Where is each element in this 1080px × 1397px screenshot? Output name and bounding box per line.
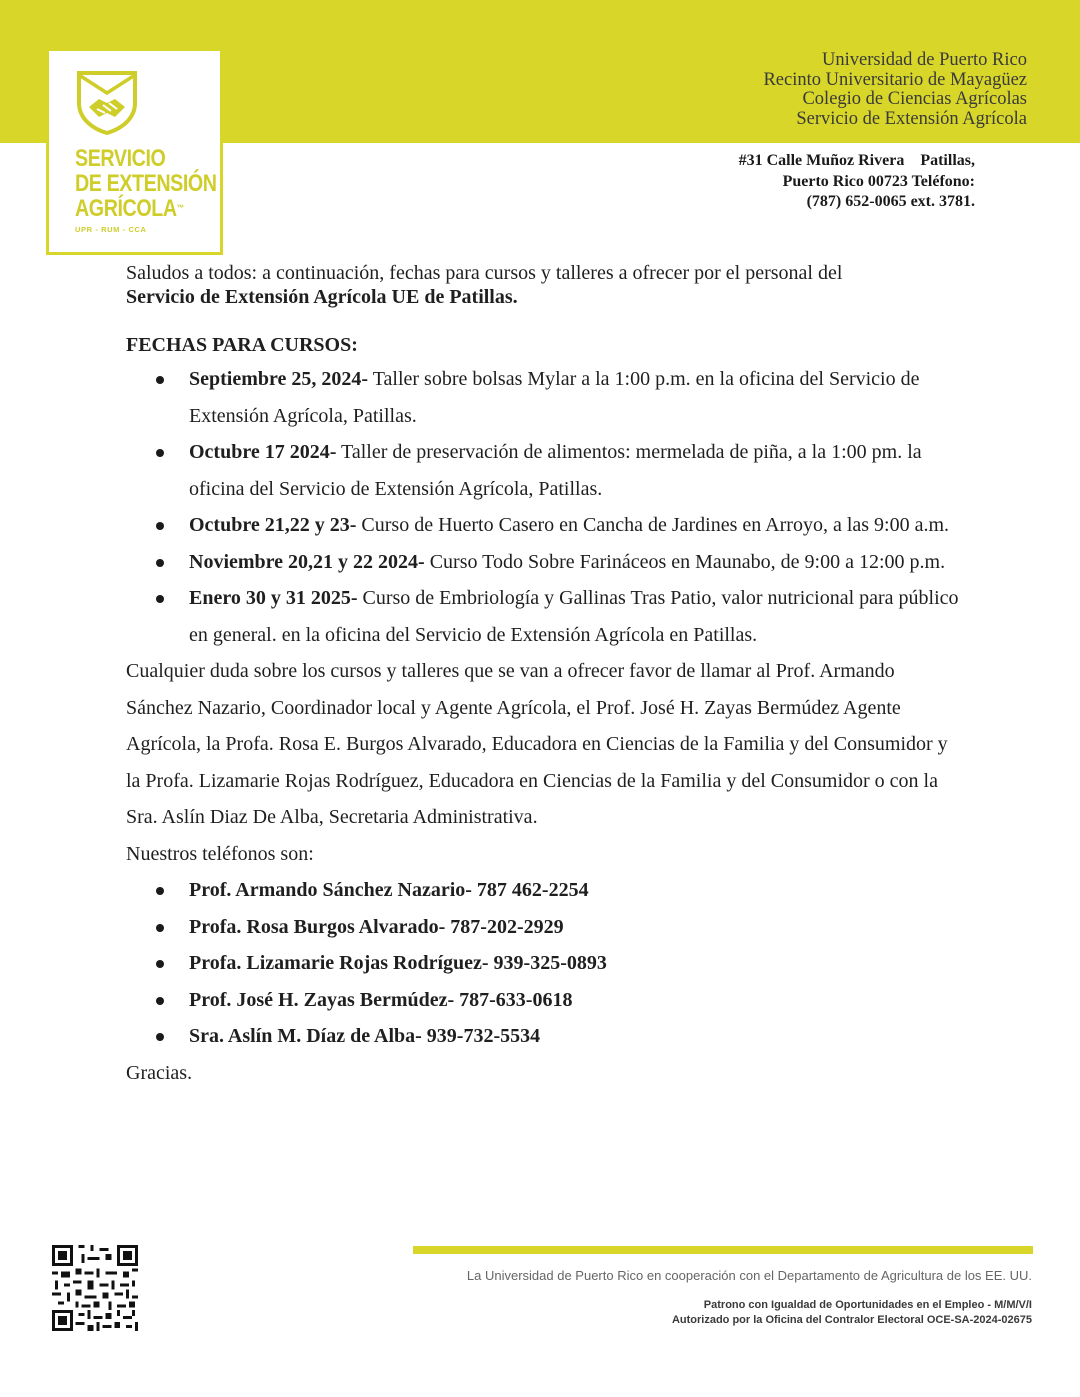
qr-code-icon: [52, 1245, 138, 1331]
institution-line: Universidad de Puerto Rico: [822, 50, 1027, 70]
course-date: Enero 30 y 31 2025-: [189, 587, 358, 609]
footer-equal-opportunity: Patrono con Igualdad de Oportunidades en el Empleo - M/M/V/I: [703, 1299, 1032, 1311]
logo-subtitle: UPR - RUM - CCA: [75, 225, 147, 234]
courses-heading: FECHAS PARA CURSOS:: [126, 334, 358, 356]
logo-text-line-3-word: AGRÍCOLA: [75, 195, 177, 222]
letter-body: [126, 261, 966, 1091]
phone-item: Profa. Rosa Burgos Alvarado- 787-202-2929: [126, 909, 966, 946]
address-line: #31 Calle Muñoz Rivera Patillas,: [738, 152, 975, 169]
phone-list: [126, 872, 966, 1055]
course-date: Octubre 21,22 y 23-: [189, 514, 357, 536]
logo-text-line-2: DE EXTENSIÓN: [75, 170, 217, 197]
footer-authorization: Autorizado por la Oficina del Contralor Electoral OCE-SA-2024-02675: [671, 1313, 1032, 1326]
course-date: Septiembre 25, 2024-: [189, 368, 369, 390]
course-description: Curso de Embriología y Gallinas Tras Patio, valor nutricional para público en general. en la oficina del Servicio de Extensión Agrícola en Patillas.: [189, 587, 959, 646]
course-item: [126, 544, 966, 581]
phone-item: Prof. Armando Sánchez Nazario- 787 462-2254: [126, 872, 966, 909]
institution-line: Colegio de Ciencias Agrícolas: [802, 89, 1027, 109]
phone-item: Profa. Lizamarie Rojas Rodríguez- 939-325-0893: [126, 945, 966, 982]
course-date: Noviembre 20,21 y 22 2024-: [189, 550, 425, 573]
course-date: Octubre 17 2024-: [189, 441, 337, 463]
footer-cooperation: La Universidad de Puerto Rico en cooperación con el Departamento de Agricultura de los EE. UU.: [466, 1268, 1032, 1283]
intro-paragraph: [126, 261, 966, 309]
logo-text-line-1: SERVICIO: [75, 145, 166, 172]
logo-text-line-3: [75, 196, 184, 221]
logo-trademark: ™: [176, 203, 184, 213]
institution-line: Recinto Universitario de Mayagüez: [763, 69, 1027, 90]
intro-text: Saludos a todos: a continuación, fechas para cursos y talleres a ofrecer por el personal del: [126, 262, 843, 284]
phone-item: Sra. Aslín M. Díaz de Alba- 939-732-5534: [126, 1018, 966, 1055]
office-address: [739, 151, 975, 213]
phone-item: Prof. José H. Zayas Bermúdez- 787-633-0618: [126, 982, 966, 1019]
footer-legal: [672, 1298, 1032, 1327]
footer-accent-bar: [413, 1246, 1033, 1254]
address-line: (787) 652-0065 ext. 3781.: [806, 193, 975, 210]
course-description: Taller sobre bolsas Mylar a la 1:00 p.m. en la oficina del Servicio de Extensión Agrícola, Patillas.: [189, 368, 920, 427]
course-item: [126, 580, 966, 653]
intro-bold-text: Servicio de Extensión Agrícola UE de Patillas.: [126, 286, 518, 308]
sea-logo: [46, 48, 223, 255]
contact-paragraph: Cualquier duda sobre los cursos y talleres que se van a ofrecer favor de llamar al Prof. Armando Sánchez Nazario, Coordinador local y Agente Agrícola, el Prof. José H. Zayas Bermúdez Agente Agrícola, la Profa. Rosa E. Burgos Alvarado, Educadora en Ciencias de la Familia y del Consumidor y la Profa. Lizamarie Rojas Rodríguez, Educadora en Ciencias de la Familia y del Consumidor o con la Sra. Aslín Diaz De Alba, Secretaria Administrativa.: [126, 660, 948, 828]
course-description: Curso de Huerto Casero en Cancha de Jardines en Arroyo, a las 9:00 a.m.: [356, 514, 950, 536]
handshake-shield-icon: [75, 69, 139, 135]
course-item: [126, 434, 966, 507]
address-line: Puerto Rico 00723 Teléfono:: [782, 172, 975, 190]
phones-intro: Nuestros teléfonos son:: [126, 842, 314, 865]
institution-block: [763, 51, 1027, 129]
closing: Gracias.: [126, 1061, 193, 1084]
course-description: Curso Todo Sobre Farináceos en Maunabo, de 9:00 a 12:00 p.m.: [424, 550, 946, 573]
course-description: Taller de preservación de alimentos: mermelada de piña, a la 1:00 pm. la oficina del Servicio de Extensión Agrícola, Patillas.: [189, 441, 922, 500]
course-item: [126, 507, 966, 544]
course-list: [126, 361, 966, 653]
course-item: [126, 361, 966, 434]
institution-line: Servicio de Extensión Agrícola: [796, 108, 1027, 129]
